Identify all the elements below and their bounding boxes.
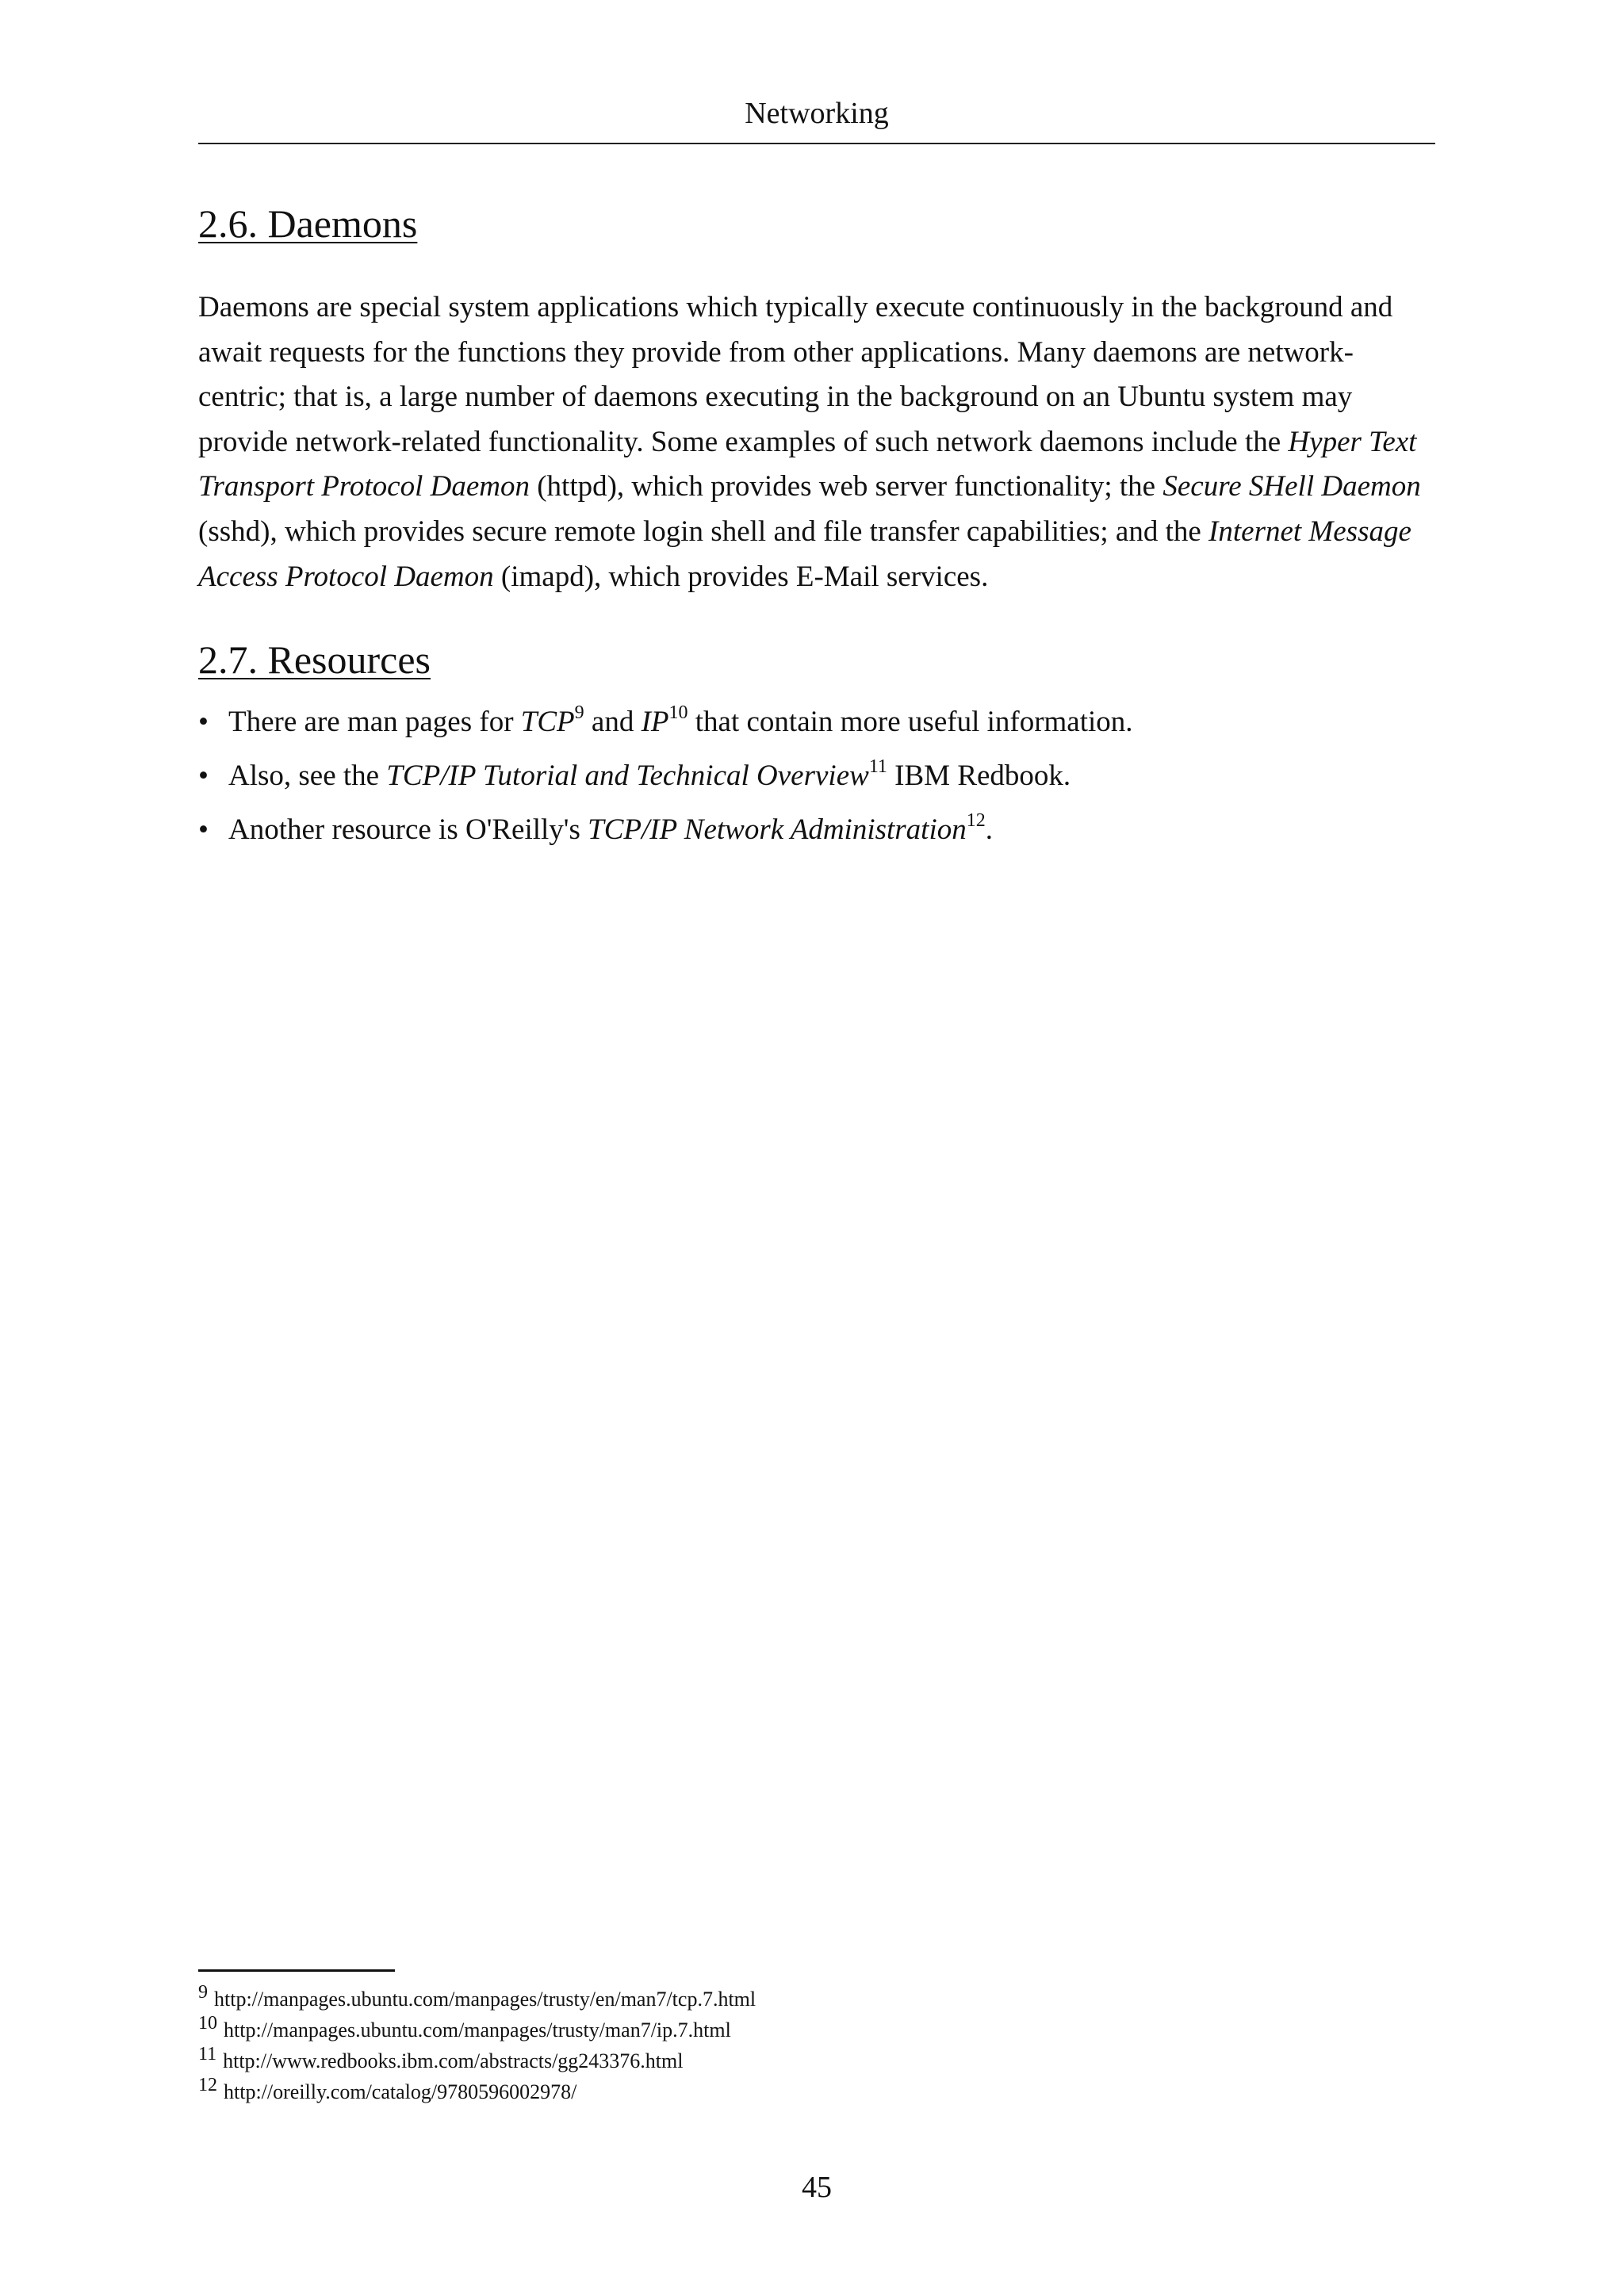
item-text: .	[985, 813, 993, 846]
title-tcpip-tutorial: TCP/IP Tutorial and Technical Overview	[386, 760, 869, 792]
item-text: and	[584, 706, 642, 738]
item-text: There are man pages for	[228, 706, 521, 738]
footnote-ref[interactable]: 9	[574, 702, 584, 723]
item-text: IBM Redbook.	[887, 760, 1071, 792]
footnote	[198, 1984, 1435, 2015]
footnote-link[interactable]: http://oreilly.com/catalog/9780596002978/	[224, 2080, 577, 2103]
header-rule	[198, 143, 1435, 144]
bullet-icon: •	[198, 706, 209, 738]
footnote-number: 9	[198, 1982, 208, 2003]
bullet-icon: •	[198, 813, 209, 846]
footnote-link[interactable]: http://manpages.ubuntu.com/manpages/trusty/en/man7/tcp.7.html	[214, 1988, 756, 2011]
term-sshd: Secure SHell Daemon	[1162, 470, 1421, 503]
list-item	[198, 808, 1435, 862]
paragraph-text: (imapd), which provides E-Mail services.	[493, 560, 989, 593]
term-ip: IP	[641, 706, 669, 738]
term-imapd: Internet Message Access Protocol Daemon	[198, 515, 1411, 593]
page-number: 45	[802, 2171, 832, 2204]
term-tcp: TCP	[520, 706, 575, 738]
bullet-icon: •	[198, 760, 209, 792]
section-heading-resources: 2.7. Resources	[198, 637, 431, 682]
footnote	[198, 2045, 1435, 2076]
running-header: Networking	[745, 97, 889, 130]
term-httpd: Hyper Text Transport Protocol Daemon	[198, 425, 1417, 503]
item-text: that contain more useful information.	[688, 706, 1133, 738]
footnote-ref[interactable]: 11	[868, 756, 887, 777]
footnote-link[interactable]: http://manpages.ubuntu.com/manpages/trusty/man7/ip.7.html	[224, 2019, 731, 2042]
paragraph-text: (httpd), which provides web server functionality; the	[529, 470, 1163, 503]
footnote	[198, 2076, 1435, 2107]
title-tcpip-network-admin: TCP/IP Network Administration	[588, 813, 967, 846]
footnote-number: 10	[198, 2013, 217, 2034]
footnote	[198, 2015, 1435, 2045]
list-item	[198, 700, 1435, 754]
footnote-number: 11	[198, 2044, 217, 2064]
footnote-link[interactable]: http://www.redbooks.ibm.com/abstracts/gg243376.html	[223, 2049, 684, 2072]
section-heading-daemons: 2.6. Daemons	[198, 201, 418, 246]
footnote-ref[interactable]: 10	[668, 702, 688, 723]
resource-list	[198, 700, 1435, 862]
item-text: Another resource is O'Reilly's	[228, 813, 588, 846]
list-item	[198, 754, 1435, 808]
footnote-rule	[198, 1969, 395, 1972]
item-text: Also, see the	[228, 760, 387, 792]
footnotes	[198, 1984, 1435, 2107]
footnote-ref[interactable]: 12	[966, 810, 986, 831]
paragraph-text: Daemons are special system applications which typically execute continuously in the background and await requests for the functions they provide from other applications. Many daemons are network-centric; that is, a large number of daemons executing in the background on an Ubuntu system may provide network-related functionality. Some examples of such network daemons include the	[198, 291, 1393, 458]
daemons-paragraph	[198, 285, 1435, 599]
footnote-number: 12	[198, 2075, 217, 2095]
paragraph-text: (sshd), which provides secure remote login shell and file transfer capabilities; and the	[198, 515, 1209, 548]
